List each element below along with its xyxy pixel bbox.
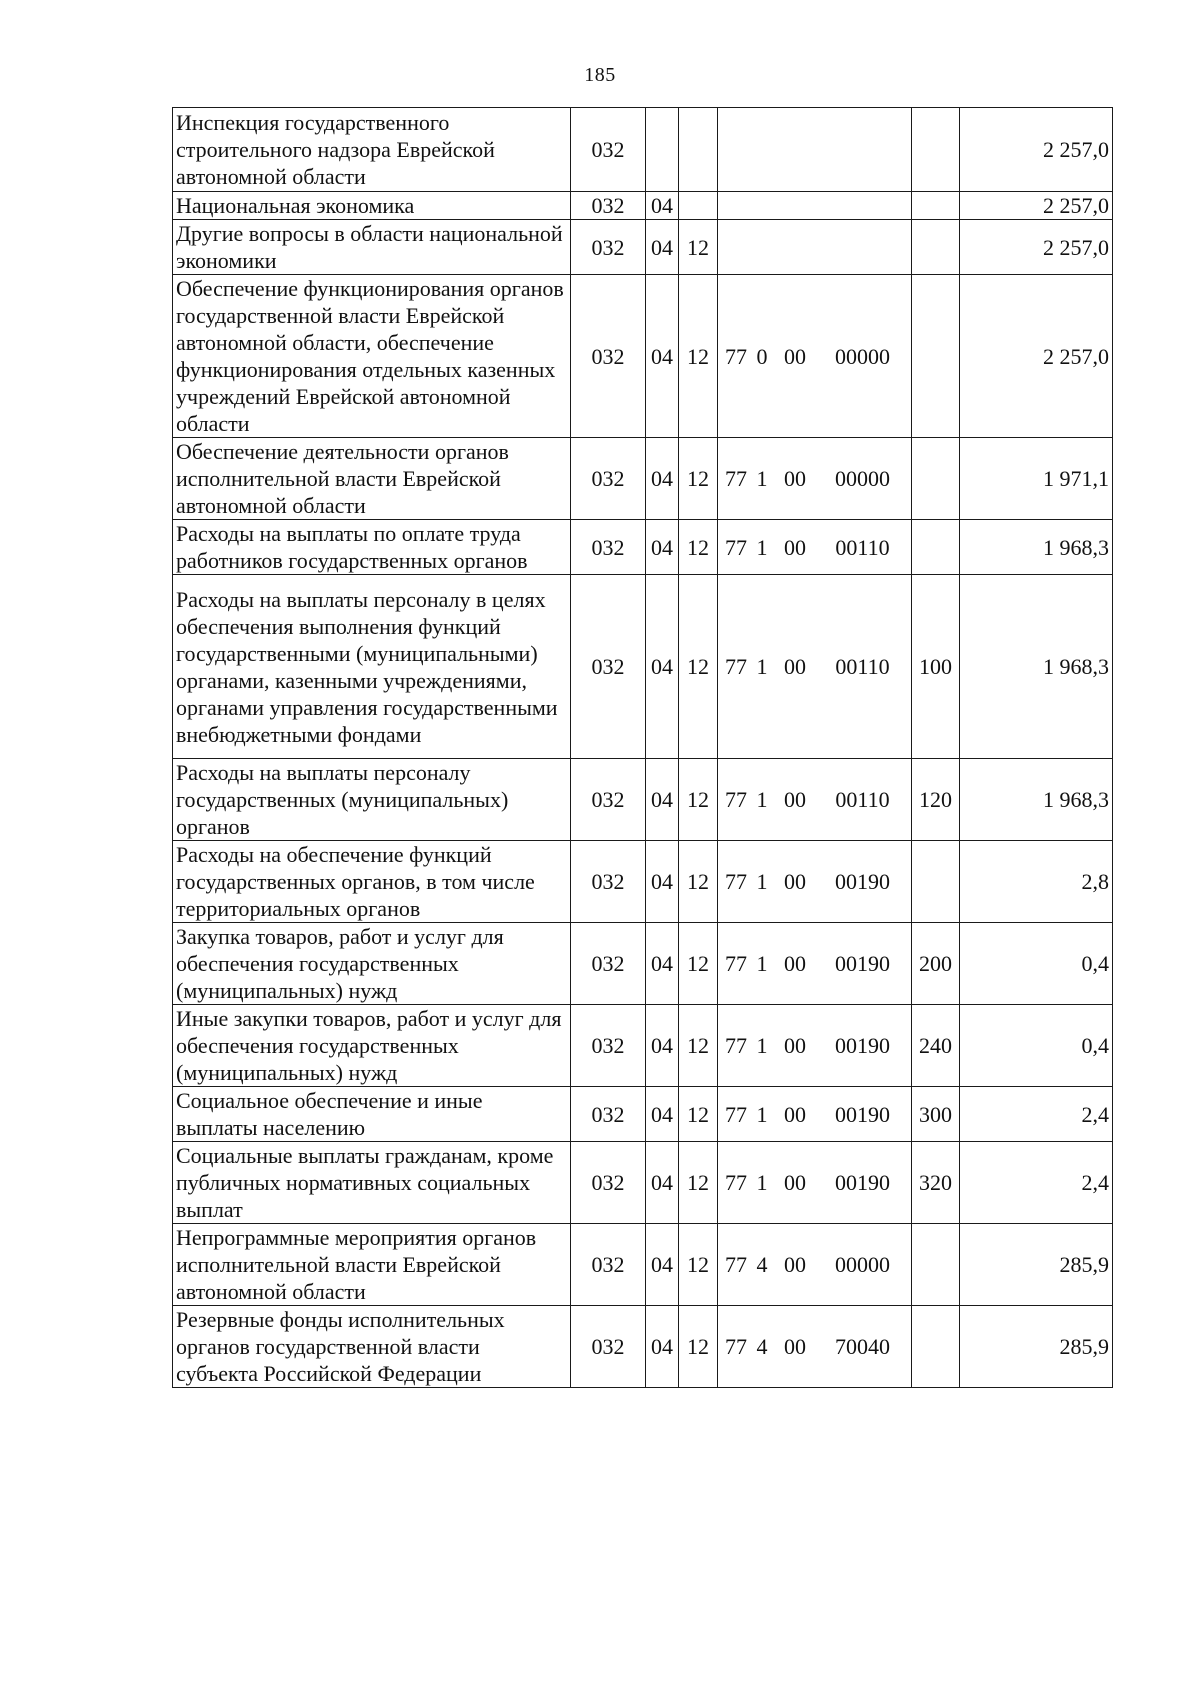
table-row [173, 1087, 1113, 1142]
subsection-code-cell: 12 [679, 275, 718, 438]
department-code-cell: 032 [571, 438, 646, 520]
target-article-part: 00 [784, 1334, 806, 1359]
target-article-part: 77 [725, 951, 747, 976]
target-article-part: 00 [784, 1170, 806, 1195]
target-article-part: 0 [756, 343, 768, 369]
target-article-part: 00110 [835, 654, 890, 679]
target-article-part: 00110 [835, 534, 890, 560]
target-article-cell [718, 923, 912, 1005]
target-article-cell [718, 1142, 912, 1224]
target-article-part: 77 [725, 1252, 747, 1277]
amount-cell: 2 257,0 [960, 220, 1113, 275]
target-article-part: 1 [756, 654, 768, 679]
target-article-part: 1 [756, 951, 768, 976]
department-code-cell: 032 [571, 923, 646, 1005]
target-article-cell [718, 275, 912, 438]
target-article-cell [718, 759, 912, 841]
section-code-cell: 04 [646, 575, 679, 759]
table-row [173, 1224, 1113, 1306]
target-article-cell [718, 1224, 912, 1306]
target-article-cell [718, 520, 912, 575]
target-article-cell [718, 1087, 912, 1142]
subsection-code-cell: 12 [679, 759, 718, 841]
expense-name-cell: Непрограммные мероприятия органов исполнительной власти Еврейской автономной области [173, 1224, 571, 1306]
amount-cell: 2 257,0 [960, 108, 1113, 192]
subsection-code-cell: 12 [679, 438, 718, 520]
section-code-cell: 04 [646, 1142, 679, 1224]
target-article-part: 00 [784, 466, 806, 491]
target-article-part: 77 [725, 1170, 747, 1195]
target-article-part: 77 [725, 534, 747, 560]
expense-type-cell [912, 520, 960, 575]
page-number: 185 [584, 64, 616, 86]
expense-type-cell [912, 192, 960, 220]
table-row [173, 1306, 1113, 1388]
subsection-code-cell: 12 [679, 841, 718, 923]
target-article-part: 1 [756, 787, 768, 812]
department-code-cell: 032 [571, 1142, 646, 1224]
subsection-code-cell: 12 [679, 1087, 718, 1142]
expense-type-cell: 120 [912, 759, 960, 841]
table-row [173, 108, 1113, 192]
target-article-part: 1 [756, 466, 768, 491]
table-row [173, 923, 1113, 1005]
target-article-part: 00 [784, 787, 806, 812]
target-article-part: 00 [784, 1101, 806, 1127]
section-code-cell: 04 [646, 1005, 679, 1087]
subsection-code-cell: 12 [679, 575, 718, 759]
target-article-part: 1 [756, 1101, 768, 1127]
target-article-part: 77 [725, 1101, 747, 1127]
target-article-part: 4 [756, 1252, 768, 1277]
target-article-part: 1 [756, 869, 768, 894]
target-article-cell [718, 575, 912, 759]
department-code-cell: 032 [571, 108, 646, 192]
expense-name-cell: Расходы на выплаты персоналу государственных (муниципальных) органов [173, 759, 571, 841]
section-code-cell: 04 [646, 1087, 679, 1142]
table-row [173, 220, 1113, 275]
department-code-cell: 032 [571, 192, 646, 220]
amount-cell: 2 257,0 [960, 192, 1113, 220]
expense-type-cell: 240 [912, 1005, 960, 1087]
subsection-code-cell: 12 [679, 220, 718, 275]
expense-type-cell [912, 220, 960, 275]
target-article-part: 00190 [835, 869, 890, 894]
section-code-cell: 04 [646, 275, 679, 438]
target-article-part: 77 [725, 654, 747, 679]
section-code-cell: 04 [646, 438, 679, 520]
amount-cell: 1 968,3 [960, 759, 1113, 841]
expense-name-cell: Иные закупки товаров, работ и услуг для обеспечения государственных (муниципальных) нужд [173, 1005, 571, 1087]
target-article-part: 00190 [835, 951, 890, 976]
target-article-part: 00190 [835, 1101, 890, 1127]
amount-cell: 1 968,3 [960, 520, 1113, 575]
amount-cell: 285,9 [960, 1224, 1113, 1306]
target-article-part: 77 [725, 1033, 747, 1058]
target-article-part: 00 [784, 869, 806, 894]
expense-type-cell [912, 108, 960, 192]
section-code-cell: 04 [646, 841, 679, 923]
department-code-cell: 032 [571, 1087, 646, 1142]
expense-type-cell: 200 [912, 923, 960, 1005]
target-article-cell [718, 192, 912, 220]
target-article-part: 00 [784, 1033, 806, 1058]
expense-type-cell [912, 438, 960, 520]
target-article-part: 77 [725, 1334, 747, 1359]
target-article-cell [718, 108, 912, 192]
expense-name-cell: Социальное обеспечение и иные выплаты населению [173, 1087, 571, 1142]
target-article-part: 00000 [835, 466, 890, 491]
table-row [173, 438, 1113, 520]
expense-name-cell: Расходы на выплаты персоналу в целях обеспечения выполнения функций государственными (муниципальными) органами, казенными учреждениями, органами управления государственными внебюджетными фондами [173, 575, 571, 759]
amount-cell: 1 971,1 [960, 438, 1113, 520]
section-code-cell: 04 [646, 520, 679, 575]
amount-cell: 2,4 [960, 1142, 1113, 1224]
target-article-cell [718, 220, 912, 275]
expense-name-cell: Обеспечение функционирования органов государственной власти Еврейской автономной области, обеспечение функционирования отдельных казенных учреждений Еврейской автономной области [173, 275, 571, 438]
expense-type-cell [912, 275, 960, 438]
target-article-part: 1 [756, 534, 768, 560]
target-article-part: 00 [784, 534, 806, 560]
section-code-cell: 04 [646, 220, 679, 275]
subsection-code-cell: 12 [679, 1306, 718, 1388]
department-code-cell: 032 [571, 1005, 646, 1087]
department-code-cell: 032 [571, 275, 646, 438]
expense-name-cell: Обеспечение деятельности органов исполнительной власти Еврейской автономной области [173, 438, 571, 520]
table-row [173, 1005, 1113, 1087]
amount-cell: 0,4 [960, 923, 1113, 1005]
subsection-code-cell [679, 192, 718, 220]
table-row [173, 1142, 1113, 1224]
amount-cell: 1 968,3 [960, 575, 1113, 759]
target-article-part: 77 [725, 466, 747, 491]
department-code-cell: 032 [571, 520, 646, 575]
budget-table-body [173, 108, 1113, 1388]
table-row [173, 759, 1113, 841]
subsection-code-cell: 12 [679, 1142, 718, 1224]
target-article-part: 77 [725, 869, 747, 894]
subsection-code-cell: 12 [679, 1224, 718, 1306]
expense-type-cell: 320 [912, 1142, 960, 1224]
department-code-cell: 032 [571, 759, 646, 841]
target-article-part: 70040 [835, 1334, 890, 1359]
section-code-cell: 04 [646, 1306, 679, 1388]
expense-name-cell: Социальные выплаты гражданам, кроме публичных нормативных социальных выплат [173, 1142, 571, 1224]
expense-name-cell: Резервные фонды исполнительных органов государственной власти субъекта Российской Федерации [173, 1306, 571, 1388]
table-row [173, 575, 1113, 759]
target-article-part: 00110 [835, 787, 890, 812]
budget-table [172, 107, 1113, 1388]
department-code-cell: 032 [571, 1306, 646, 1388]
amount-cell: 2,4 [960, 1087, 1113, 1142]
target-article-part: 00190 [835, 1033, 890, 1058]
department-code-cell: 032 [571, 220, 646, 275]
target-article-part: 00 [784, 951, 806, 976]
table-row [173, 520, 1113, 575]
expense-name-cell: Закупка товаров, работ и услуг для обеспечения государственных (муниципальных) нужд [173, 923, 571, 1005]
target-article-cell [718, 841, 912, 923]
section-code-cell: 04 [646, 1224, 679, 1306]
table-row [173, 841, 1113, 923]
expense-type-cell [912, 841, 960, 923]
target-article-part: 1 [756, 1033, 768, 1058]
expense-type-cell: 300 [912, 1087, 960, 1142]
expense-name-cell: Другие вопросы в области национальной экономики [173, 220, 571, 275]
table-row [173, 192, 1113, 220]
target-article-part: 00190 [835, 1170, 890, 1195]
section-code-cell: 04 [646, 923, 679, 1005]
target-article-part: 77 [725, 787, 747, 812]
section-code-cell [646, 108, 679, 192]
department-code-cell: 032 [571, 841, 646, 923]
subsection-code-cell: 12 [679, 923, 718, 1005]
target-article-part: 77 [725, 343, 747, 369]
target-article-part: 00000 [835, 343, 890, 369]
section-code-cell: 04 [646, 192, 679, 220]
amount-cell: 2,8 [960, 841, 1113, 923]
target-article-part: 00 [784, 1252, 806, 1277]
target-article-part: 00 [784, 343, 806, 369]
expense-type-cell [912, 1224, 960, 1306]
amount-cell: 2 257,0 [960, 275, 1113, 438]
target-article-part: 4 [756, 1334, 768, 1359]
subsection-code-cell [679, 108, 718, 192]
target-article-part: 1 [756, 1170, 768, 1195]
expense-name-cell: Расходы на обеспечение функций государственных органов, в том числе территориальных органов [173, 841, 571, 923]
amount-cell: 0,4 [960, 1005, 1113, 1087]
table-row [173, 275, 1113, 438]
target-article-part: 00 [784, 654, 806, 679]
expense-name-cell: Национальная экономика [173, 192, 571, 220]
department-code-cell: 032 [571, 575, 646, 759]
target-article-cell [718, 1306, 912, 1388]
section-code-cell: 04 [646, 759, 679, 841]
expense-type-cell: 100 [912, 575, 960, 759]
expense-type-cell [912, 1306, 960, 1388]
department-code-cell: 032 [571, 1224, 646, 1306]
target-article-cell [718, 438, 912, 520]
subsection-code-cell: 12 [679, 1005, 718, 1087]
target-article-part: 00000 [835, 1252, 890, 1277]
expense-name-cell: Расходы на выплаты по оплате труда работников государственных органов [173, 520, 571, 575]
subsection-code-cell: 12 [679, 520, 718, 575]
target-article-cell [718, 1005, 912, 1087]
expense-name-cell: Инспекция государственного строительного надзора Еврейской автономной области [173, 108, 571, 192]
amount-cell: 285,9 [960, 1306, 1113, 1388]
